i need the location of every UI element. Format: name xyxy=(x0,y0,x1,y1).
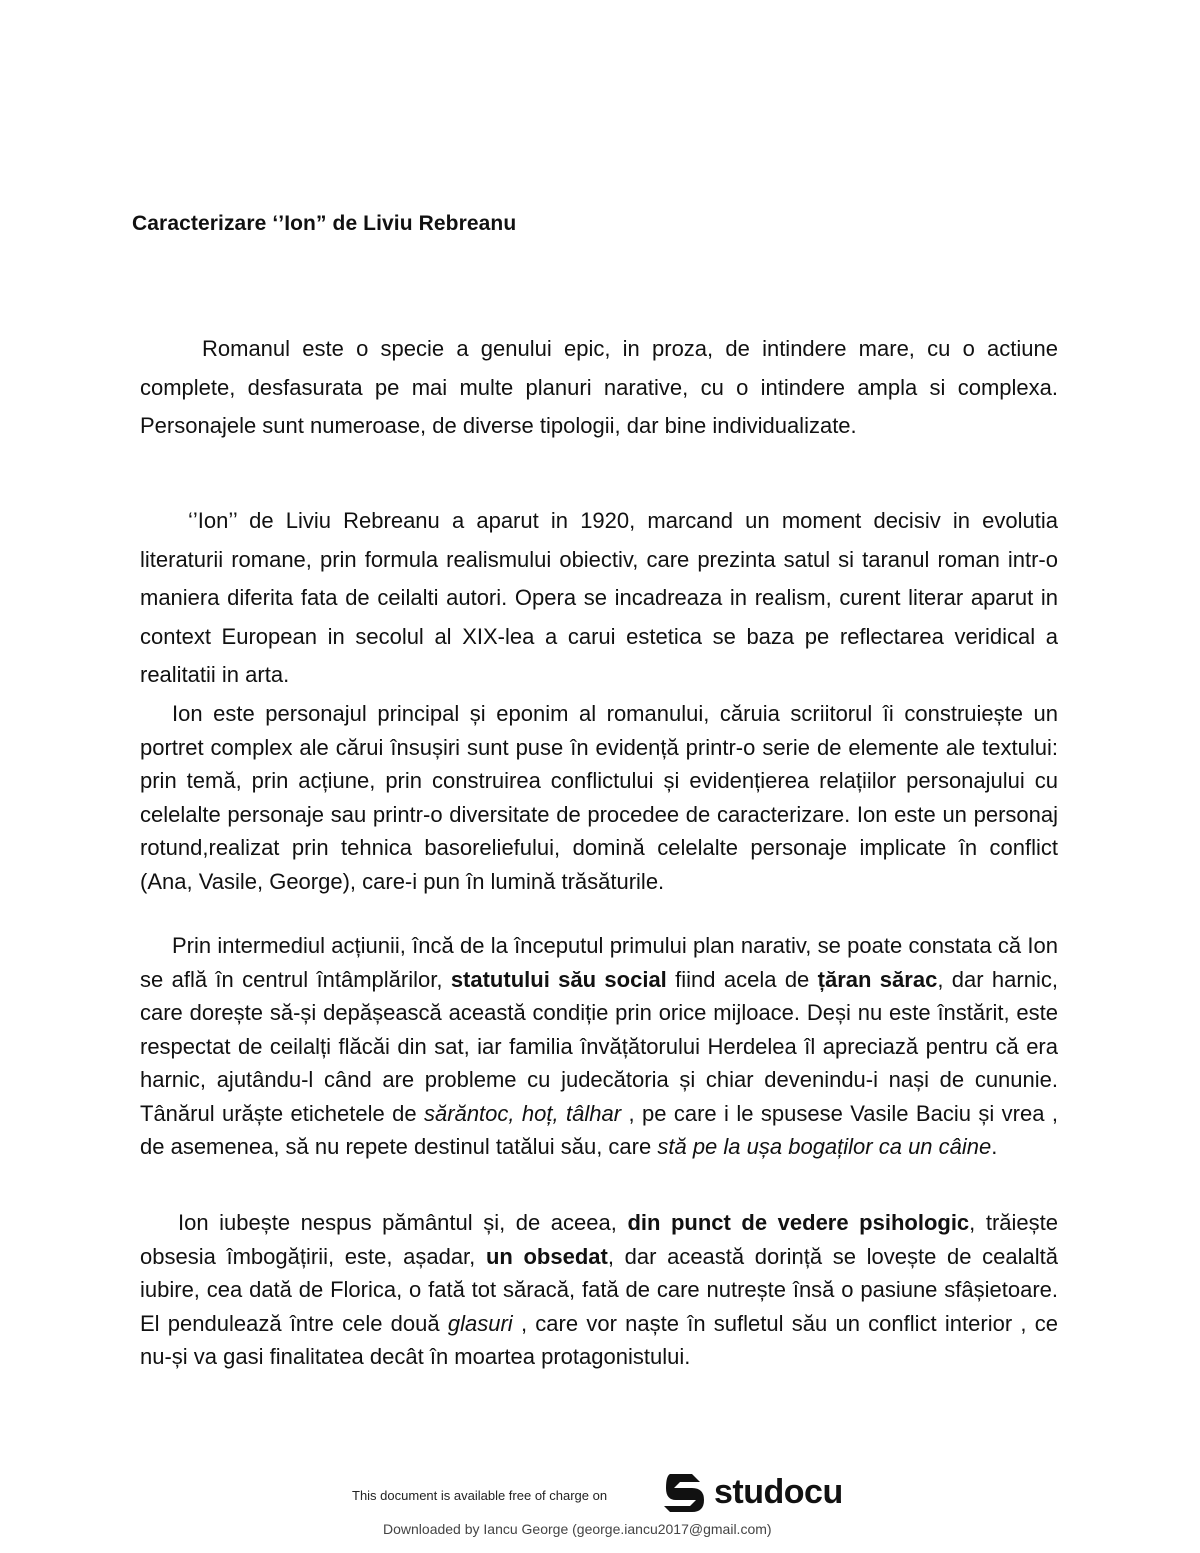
text-run: , trăiește obsesia îmbogățirii, este, așadar, xyxy=(140,1210,1058,1269)
paragraph-text: Romanul este o specie a genului epic, in proza, de intindere mare, cu o actiune complete, desfasurata pe mai multe planuri narative, cu o intindere ampla si complexa. Personajele sunt numeroase, de diverse tipologii, dar bine individualizate. xyxy=(140,336,1058,438)
text-run: fiind acela de xyxy=(675,966,810,992)
logo-text: studocu xyxy=(714,1472,843,1511)
text-run: , dar această dorință se lovește de cealaltă iubire, cea dată de Florica, o fată tot săracă, fată de care nutrește însă o pasiune sfâșietoare. El pendulează între cele două xyxy=(140,1243,1058,1336)
bold-text: din punct de vedere psihologic xyxy=(627,1210,970,1235)
paragraph-text: Ion este personajul principal și eponim al romanului, căruia scriitorul îi construiește un portret complex ale cărui însușiri sunt puse în evidență printr-o serie de elemente ale textului: prin temă, prin acțiune, prin construirea conflictului și evidențierea relațiilor personajului cu celelalte personaje sau printr-o diversitate de procedee de caracterizare. Ion este un personaj rotund,realizat prin tehnica basoreliefului, domină celelalte personaje implicate în conflict (Ana, Vasile, George), care-i pun în lumină trăsăturile. xyxy=(140,701,1058,894)
paragraph-psychology xyxy=(140,1206,1058,1374)
paragraph-intro xyxy=(140,330,1058,446)
text-run: Ion iubește nespus pământul și, de aceea, xyxy=(178,1210,617,1235)
bold-text: țăran sărac xyxy=(817,966,938,992)
availability-notice: This document is available free of charge on xyxy=(352,1488,608,1503)
studocu-logo-icon xyxy=(662,1470,708,1514)
paragraph-social-status xyxy=(140,929,1058,1164)
studocu-logo[interactable] xyxy=(662,1470,843,1514)
text-run: , pe care i le spusese Vasile Baciu și vrea , de asemenea, să nu repete destinul tatălui său, care xyxy=(140,1100,1058,1159)
text-run: , dar harnic, care dorește să-și depășească această condiție prin orice mijloace. Deși nu este înstărit, este respectat de ceilalți flăcăi din sat, iar familia învățătorului Herdelea îl apreciază pentru că era harnic, ajutându-l când are probleme cu judecătoria și chiar devenindu-i nași de cununie. Tânărul urăște etichetele de xyxy=(140,966,1058,1126)
italic-text: sărăntoc, hoț, tâlhar xyxy=(424,1100,622,1126)
paragraph-text xyxy=(140,929,1058,1164)
document-title: Caracterizare ‘’Ion” de Liviu Rebreanu xyxy=(132,212,517,235)
bold-text: statutului său social xyxy=(450,966,667,992)
paragraph-character xyxy=(140,697,1058,898)
bold-text: un obsedat xyxy=(485,1243,608,1269)
text-run: . xyxy=(991,1134,998,1159)
paragraph-text: ‘’Ion’’ de Liviu Rebreanu a aparut in 1920, marcand un moment decisiv in evolutia literaturii romane, prin formula realismului obiectiv, care prezinta satul si taranul roman intr-o maniera diferita fata de ceilalti autori. Opera se incadreaza in realism, curent literar aparut in context European in secolul al XIX-lea a carui estetica se baza pe reflectarea veridical a realitatii in arta. xyxy=(140,508,1058,687)
text-run: Prin intermediul acțiunii, încă de la începutul primului plan narativ, se poate constata că Ion se află în centrul întâmplărilor, xyxy=(140,933,1058,992)
download-notice: Downloaded by Iancu George (george.iancu2017@gmail.com) xyxy=(383,1521,772,1537)
text-run: , care vor naște în sufletul său un conflict interior , ce nu-și va gasi finalitatea decât în moartea protagonistului. xyxy=(140,1310,1058,1369)
paragraph-publication xyxy=(140,502,1058,695)
italic-text: stă pe la ușa bogaților ca un câine xyxy=(657,1134,992,1159)
paragraph-text xyxy=(140,1206,1058,1374)
italic-text: glasuri xyxy=(447,1310,513,1336)
